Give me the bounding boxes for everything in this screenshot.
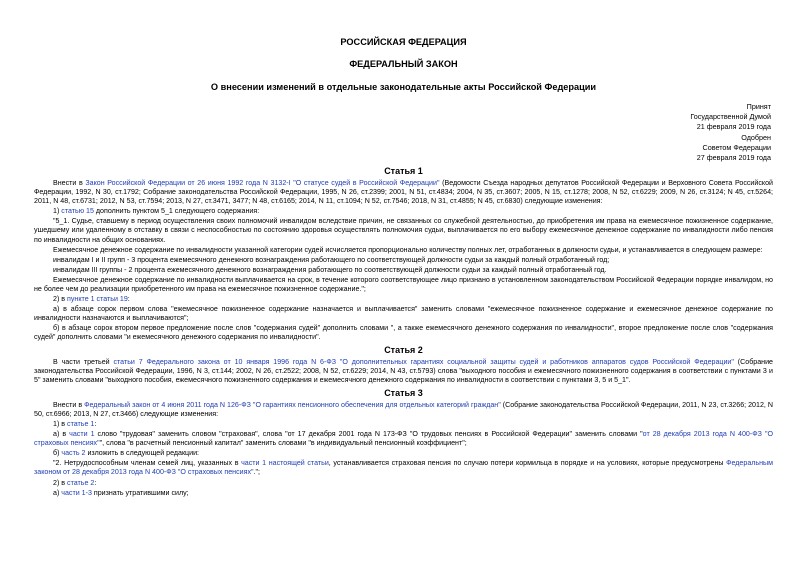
article-3-paragraph (34, 420, 773, 429)
paragraph-text: дополнить пунктом 5_1 следующего содержания: (93, 207, 260, 216)
law-title: О внесении изменений в отдельные законодательные акты Российской Федерации (210, 82, 597, 92)
paragraph-text: 2) в (53, 294, 68, 303)
article-1-paragraph (34, 295, 773, 304)
article-link[interactable]: статье 1 (67, 420, 95, 429)
paragraph-text: (Ведомости Съезда народных депутатов Российской Федерации и Верховного Совета Российской Федерации, 1992, N 30, ст.1792; Собрание законодательства Российской Федерации, 1995, N 26, ст.2399; 2001, N 51, ст.4834; 2004, N 35, ст.3607; 2005, N 15, ст.1278; 2008, N 52, ст.6229; 2009, N 26, ст.3124; N 45, ст.5264; 2011, N 48, ст.6731; 2012, N 53, ст.7594; 2013, N 27, ст.3471, 3477; N 48, ст.6165; 2014, N 11, ст.1094; N 52, ст.7546; 2018, N 31, ст.4855; N 45, ст.6830) следующие изменения: (34, 179, 773, 206)
paragraph-text: а) в (53, 430, 70, 439)
paragraph-text: а) (53, 488, 62, 497)
paragraph-text: Внести в (53, 401, 85, 410)
article-3-paragraph (34, 401, 773, 419)
paragraph-text: признать утратившими силу; (91, 488, 189, 497)
article-1-paragraph: инвалидам I и II групп - 3 процента ежемесячного денежного вознаграждения работающего по соответствующей должности судьи за каждый полный отработанный год; (53, 255, 610, 264)
article-3-paragraph (34, 489, 773, 498)
law-link[interactable]: Федеральный закон от 4 июня 2011 года N 126-ФЗ "О гарантиях пенсионного обеспечения для отдельных категорий граждан" (84, 401, 501, 410)
article-1-paragraph: "5_1. Судье, ставшему в период осуществления своих полномочий инвалидом вследствие причин, не связанных со служебной деятельностью, до приобретения им права на ежемесячное пожизненное содержание, ушедшему или удаленному в отставку в связи с неспособностью по состоянию здоровья осуществлять полномочия судьи, выплачивается по его выбору ежемесячное денежное содержание по инвалидности либо пенсия по инвалидности на общих основаниях. (34, 217, 773, 244)
article-1-paragraph: б) в абзаце сорок втором первое предложение после слов "содержания судей" дополнить словами ", а также ежемесячного денежного содержания по инвалидности", второе предложение после слов "содержания судей" дополнить словами "и ежемесячного денежного содержания по инвалидности". (34, 323, 773, 341)
adoption-line: Принят (746, 102, 771, 111)
law-link[interactable]: от 28 декабря 2013 года N 400-ФЗ "О страховых пенсиях" (34, 430, 773, 448)
paragraph-text: 1) (53, 207, 62, 216)
adoption-line: Советом Федерации (702, 142, 771, 152)
article-1-paragraph (34, 179, 773, 206)
paragraph-text: : (127, 294, 130, 303)
article-3-paragraph (34, 459, 773, 477)
part-link[interactable]: части 1-3 (61, 488, 92, 497)
article-3-paragraph (34, 430, 773, 448)
law-link[interactable]: Закон Российской Федерации от 26 июня 1992 года N 3132-I "О статусе судей в Российской Федерации" (85, 179, 440, 188)
paragraph-text: слово "трудовая" заменить словом "страховая", слова "от 17 декабря 2001 года N 173-ФЗ "О трудовых пенсиях в Российской Федерации" заменить словами " (94, 430, 643, 439)
adoption-line: 27 февраля 2019 года (696, 153, 771, 163)
article-3-paragraph (34, 449, 773, 458)
article-2-paragraph (34, 358, 773, 385)
part-link[interactable]: части 1 (69, 430, 95, 439)
paragraph-text: изложить в следующей редакции: (85, 449, 200, 458)
paragraph-text: : (94, 420, 97, 429)
article-1-paragraph (34, 207, 773, 216)
paragraph-text: Внести в (53, 179, 86, 188)
article-1-paragraph: а) в абзаце сорок первом слова "ежемесячное пожизненное содержание назначается и выплачивается" заменить словами "ежемесячное пожизненное содержание и ежемесячное денежное содержание по инвалидности назначаются и выплачиваются"; (34, 304, 773, 322)
paragraph-text: : (94, 478, 97, 487)
part-link[interactable]: часть 2 (61, 449, 86, 458)
adoption-line: Государственной Думой (690, 112, 771, 122)
part-link[interactable]: части 1 настоящей статьи (241, 459, 329, 468)
article-1-paragraph: Ежемесячное денежное содержание по инвалидности указанной категории судей исчисляется пропорционально количеству полных лет, отработанных в должности судьи, и устанавливается в следующем размере: (53, 245, 763, 254)
paragraph-text: В части третьей (53, 358, 114, 367)
article-1-paragraph: Ежемесячное денежное содержание по инвалидности выплачивается на срок, в течение которого соответствующее лицо признано в установленном законодательством Российской Федерации порядке инвалидом, но не более чем до реализации приобретенного им права на ежемесячное пожизненное содержание."; (34, 275, 773, 293)
article-link[interactable]: статье 2 (67, 478, 95, 487)
adoption-block (34, 102, 773, 163)
article-1-paragraph: инвалидам III группы - 2 процента ежемесячного денежного вознаграждения работающего по соответствующей должности судьи за каждый полный отработанный год. (53, 265, 607, 274)
paragraph-text: (Собрание законодательства Российской Федерации, 1996, N 3, ст.144; 2002, N 26, ст.2522; 2008, N 52, ст.6229; 2014, N 43, ст.5793) слова "выходного пособия и ежемесячного пожизненного содержания в соответствии с пунктами 3 и 5" заменить словами "выходного пособия, ежемесячного пожизненного содержания и ежемесячного денежного содержания по инвалидности в соответствии с пунктами 3, 5 и 5_1". (34, 358, 773, 385)
article-2-heading: Статья 2 (384, 345, 423, 356)
paragraph-text: "2. Нетрудоспособным членам семей лиц, указанных в (53, 459, 242, 468)
adoption-line: 21 февраля 2019 года (696, 122, 771, 132)
article-1-heading: Статья 1 (384, 166, 423, 177)
law-link[interactable]: статьи 7 Федерального закона от 10 января 1996 года N 6-ФЗ "О дополнительных гарантиях социальной защиты судей и работников аппаратов судов Российской Федерации" (113, 358, 734, 367)
article-3-heading: Статья 3 (384, 388, 423, 399)
country-heading: РОССИЙСКАЯ ФЕДЕРАЦИЯ (340, 37, 467, 47)
adoption-line: Одобрен (741, 132, 771, 142)
paragraph-text: 1) в (53, 420, 68, 429)
article-link[interactable]: статью 15 (61, 207, 94, 216)
paragraph-text: ."; (253, 468, 260, 477)
law-link[interactable]: Федеральным законом от 28 декабря 2013 года N 400-ФЗ "О страховых пенсиях" (34, 459, 773, 477)
paragraph-text: ", слова "в расчетный пенсионный капитал" заменить словами "в индивидуальный пенсионный коэффициент"; (99, 439, 467, 448)
law-type-heading: ФЕДЕРАЛЬНЫЙ ЗАКОН (349, 59, 458, 69)
article-link[interactable]: пункте 1 статьи 19 (67, 294, 128, 303)
paragraph-text: , устанавливается страховая пенсия по случаю потери кормильца в порядке и на условиях, которые предусмотрены (328, 459, 727, 468)
article-3-paragraph (34, 479, 773, 488)
paragraph-text: б) (53, 449, 62, 458)
paragraph-text: (Собрание законодательства Российской Федерации, 2011, N 23, ст.3266; 2012, N 50, ст.6966; 2013, N 27, ст.3466) следующие изменения: (34, 401, 773, 419)
paragraph-text: 2) в (53, 478, 68, 487)
